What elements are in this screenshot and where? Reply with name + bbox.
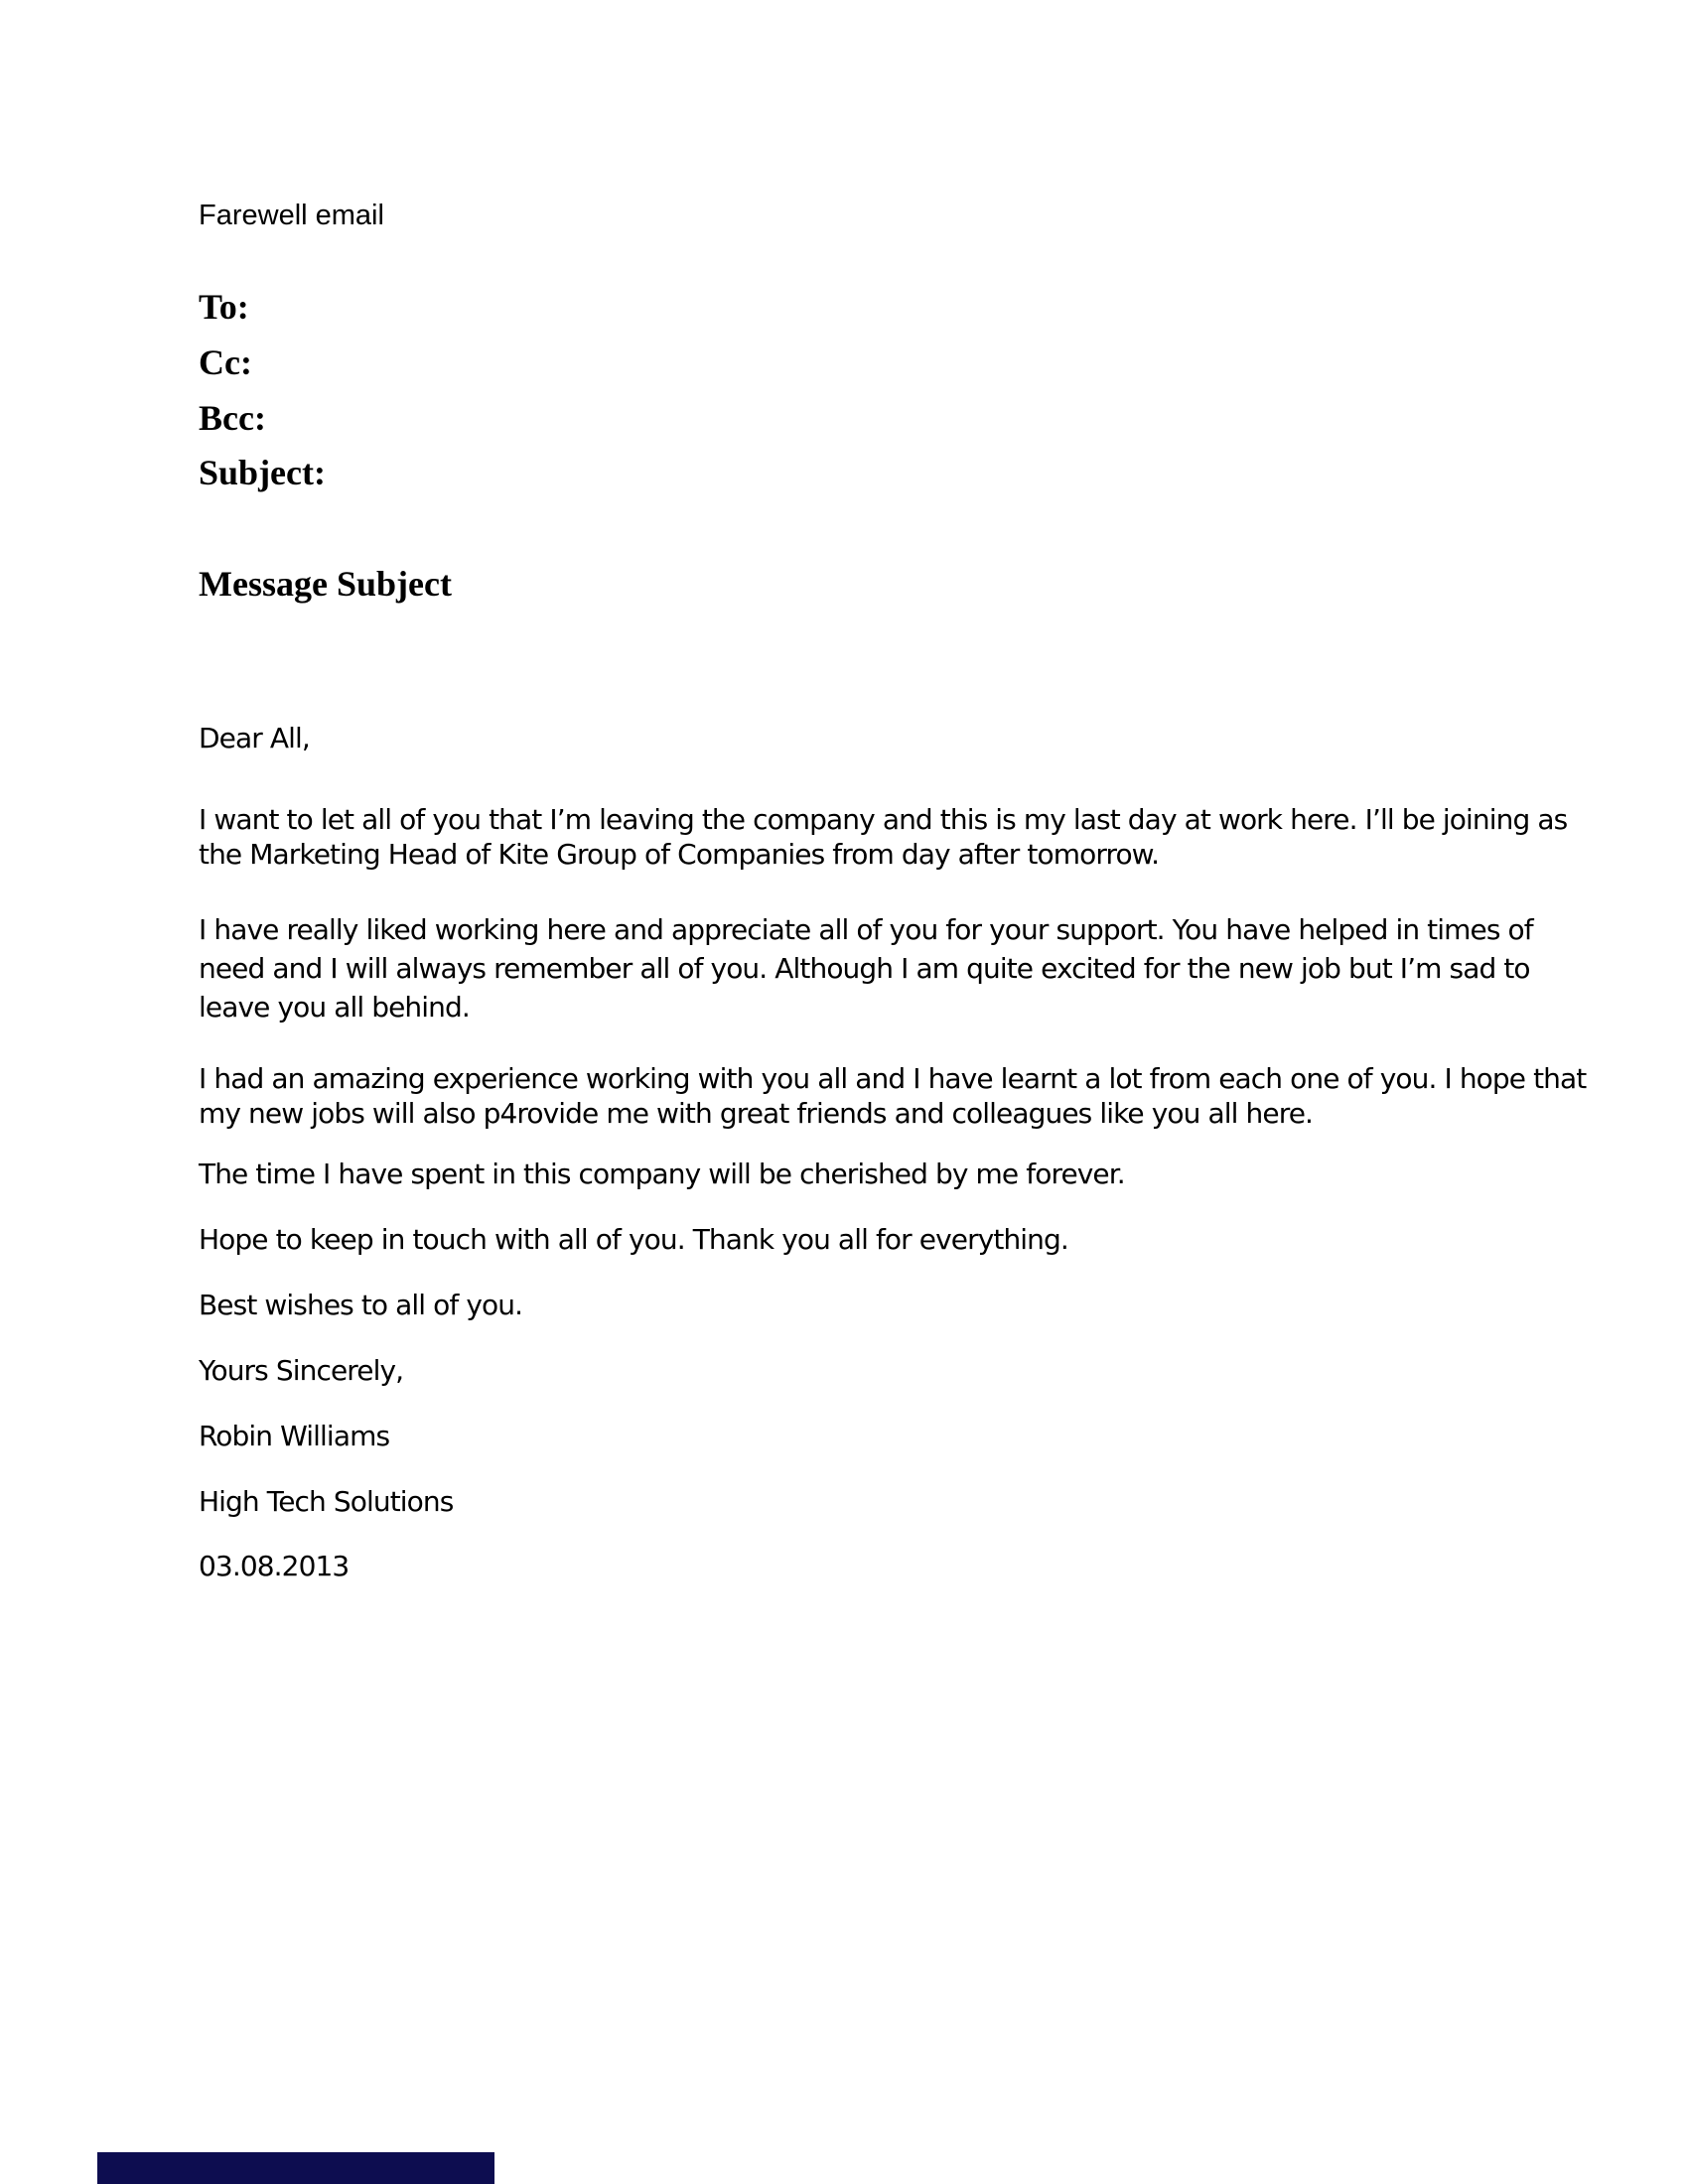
sender-date: 03.08.2013 <box>199 1550 350 1582</box>
closing-sign-off: Yours Sincerely, <box>199 1354 404 1387</box>
footer-accent-bar <box>97 2152 494 2184</box>
sender-company: High Tech Solutions <box>199 1485 454 1518</box>
cc-field-label: Cc: <box>199 342 252 382</box>
sender-name: Robin Williams <box>199 1420 390 1452</box>
subject-field-label: Subject: <box>199 453 326 492</box>
body-paragraph: I had an amazing experience working with you all and I have learnt a lot from each one of you. I hope that my new jobs will also p4rovide me with great friends and colleagues like you all here. <box>199 1062 1587 1130</box>
bcc-field-label: Bcc: <box>199 398 266 438</box>
body-paragraph: I have really liked working here and appreciate all of you for your support. You have helped in times of need and I will always remember all of you. Although I am quite excited for the new job but I’m sad to leave you all behind. <box>199 913 1533 1024</box>
body-paragraph: The time I have spent in this company will be cherished by me forever. <box>199 1158 1125 1190</box>
document-title: Farewell email <box>199 200 384 231</box>
body-paragraph: Hope to keep in touch with all of you. Thank you all for everything. <box>199 1223 1068 1256</box>
to-field-label: To: <box>199 287 249 327</box>
message-subject: Message Subject <box>199 564 452 604</box>
greeting: Dear All, <box>199 722 310 754</box>
closing-wishes: Best wishes to all of you. <box>199 1289 523 1321</box>
body-paragraph: I want to let all of you that I’m leaving the company and this is my last day at work here. I’ll be joining as the Marketing Head of Kite Group of Companies from day after tomorrow. <box>199 803 1568 871</box>
